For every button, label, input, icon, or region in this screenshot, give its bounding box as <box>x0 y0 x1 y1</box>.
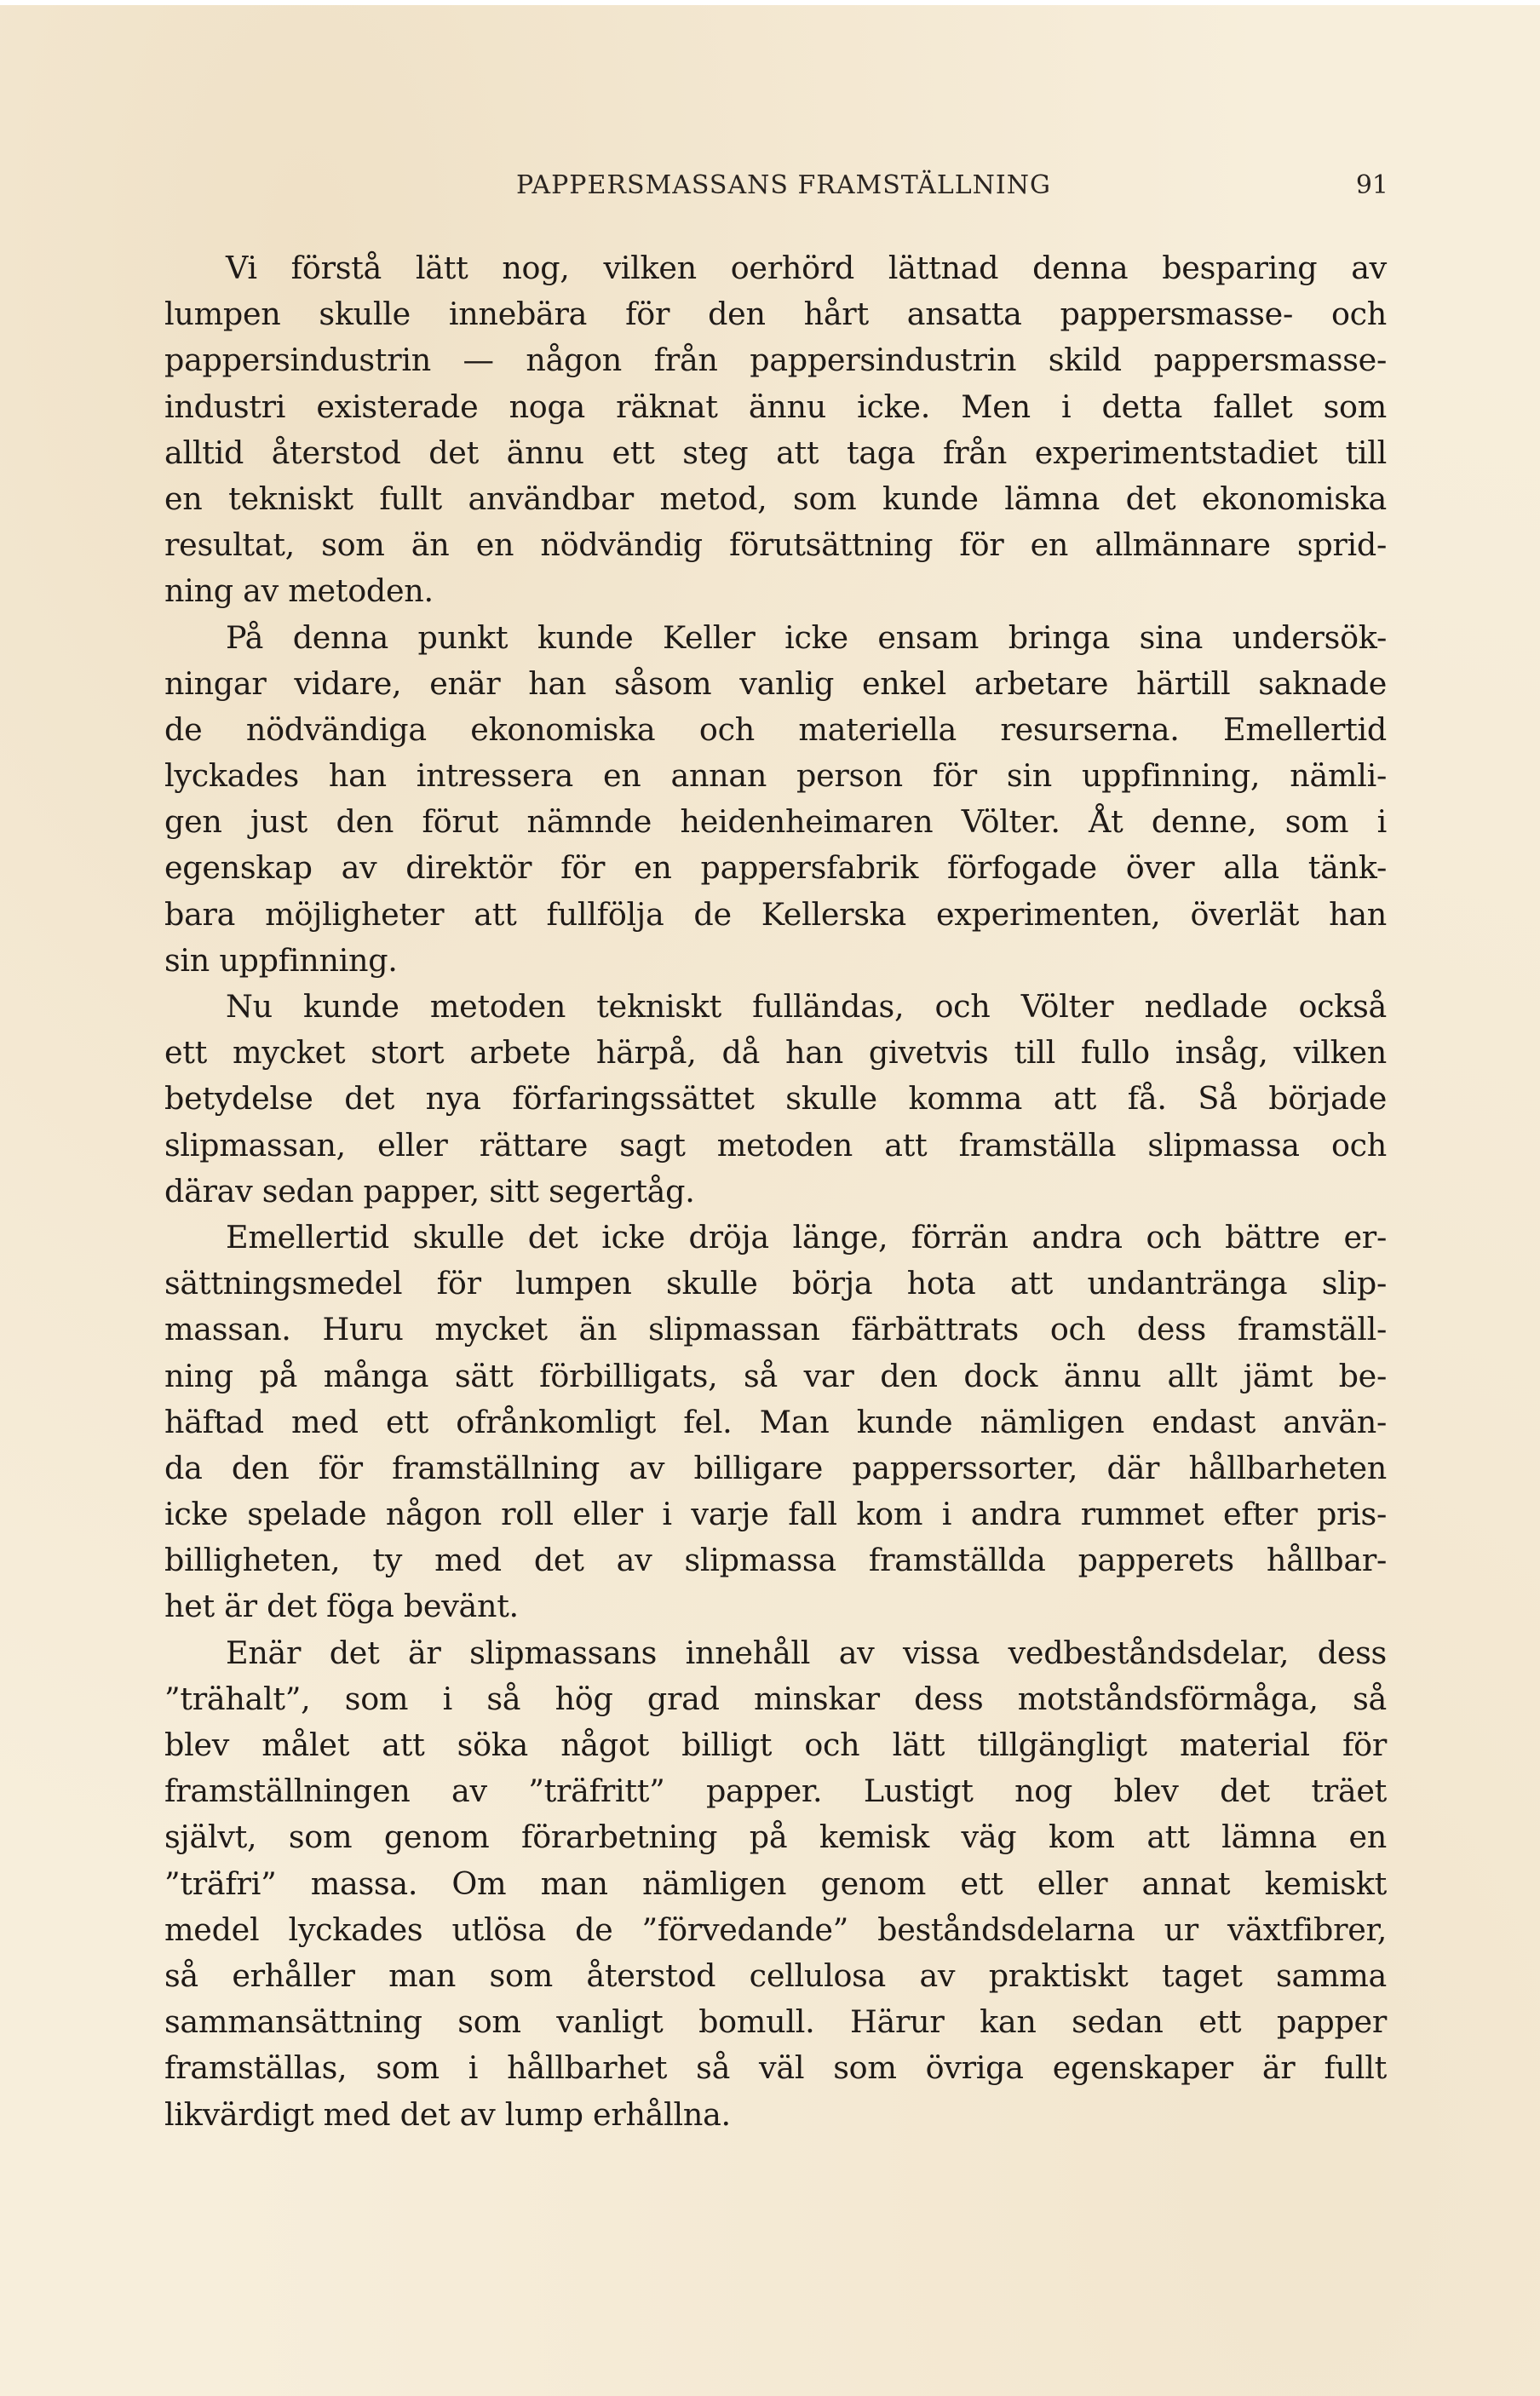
text-line: sättningsmedel för lumpen skulle börja hota att undantränga slip- <box>164 1265 1387 1302</box>
text-line: gen just den förut nämnde heidenheimaren Völter. Åt denne, som i <box>164 803 1387 841</box>
text-line: icke spelade någon roll eller i varje fall kom i andra rummet efter pris- <box>164 1496 1387 1533</box>
text-line: ning av metoden. <box>164 572 434 610</box>
text-line: medel lyckades utlösa de ”förvedande” beståndsdelarna ur växtfibrer, <box>164 1910 1387 1948</box>
text-line: resultat, som än en nödvändig förutsättning för en allmännare sprid- <box>164 526 1387 564</box>
text-line: Enär det är slipmassans innehåll av vissa vedbeståndsdelar, dess <box>226 1634 1387 1671</box>
paragraph <box>164 1215 1387 1630</box>
text-line: så erhåller man som återstod cellulosa av praktiskt taget samma <box>164 1956 1387 1994</box>
text-line: industri existerade noga räknat ännu icke. Men i detta fallet som <box>164 388 1387 425</box>
text-line: framställas, som i hållbarhet så väl som övriga egenskaper är fullt <box>164 2049 1387 2087</box>
page-number: 91 <box>1355 170 1388 200</box>
text-line: Nu kunde metoden tekniskt fulländas, och Völter nedlade också <box>226 988 1387 1025</box>
running-title: PAPPERSMASSANS FRAMSTÄLLNING <box>516 170 1051 200</box>
text-line: Vi förstå lätt nog, vilken oerhörd lättnad denna besparing av <box>226 250 1387 286</box>
text-line: egenskap av direktör för en pappersfabrik förfogade över alla tänk- <box>164 849 1387 887</box>
text-line: en tekniskt fullt användbar metod, som kunde lämna det ekonomiska <box>164 480 1387 517</box>
text-line: betydelse det nya förfaringssättet skulle komma att få. Så började <box>164 1080 1387 1118</box>
paragraph <box>164 245 1387 615</box>
text-line: bara möjligheter att fullfölja de Kellerska experimenten, överlät han <box>164 895 1387 933</box>
running-head <box>162 170 1388 204</box>
text-line: slipmassan, eller rättare sagt metoden att framställa slipmassa och <box>164 1126 1387 1164</box>
text-line: lyckades han intressera en annan person för sin uppfinning, nämli- <box>164 757 1387 795</box>
text-line: billigheten, ty med det av slipmassa framställda papperets hållbar- <box>164 1542 1387 1579</box>
text-line: sammansättning som vanligt bomull. Härur kan sedan ett papper <box>164 2003 1387 2041</box>
scan-top-edge <box>0 0 1540 5</box>
text-line: lumpen skulle innebära för den hårt ansatta pappersmasse- och <box>164 296 1387 333</box>
text-line: de nödvändiga ekonomiska och materiella resurserna. Emellertid <box>164 710 1387 748</box>
text-line: massan. Huru mycket än slipmassan färbättrats och dess framställ- <box>164 1311 1387 1348</box>
text-line: självt, som genom förarbetning på kemisk väg kom att lämna en <box>164 1819 1387 1856</box>
text-line: häftad med ett ofrånkomligt fel. Man kunde nämligen endast använ- <box>164 1403 1387 1440</box>
paragraph <box>164 615 1387 985</box>
paragraph <box>164 984 1387 1215</box>
body-text <box>164 245 1387 2138</box>
text-line: pappersindustrin — någon från pappersindustrin skild pappersmasse- <box>164 342 1387 379</box>
text-line: framställningen av ”träfritt” papper. Lustigt nog blev det träet <box>164 1773 1387 1810</box>
text-line: het är det föga bevänt. <box>164 1588 519 1625</box>
text-line: likvärdigt med det av lump erhållna. <box>164 2095 731 2133</box>
text-line: ningar vidare, enär han såsom vanlig enkel arbetare härtill saknade <box>164 664 1387 702</box>
text-line: sin uppfinning. <box>164 941 398 979</box>
text-line: På denna punkt kunde Keller icke ensam bringa sina undersök- <box>226 618 1387 656</box>
text-line: blev målet att söka något billigt och lätt tillgängligt material för <box>164 1727 1387 1763</box>
text-line: alltid återstod det ännu ett steg att taga från experimentstadiet till <box>164 434 1387 471</box>
text-line: ”trähalt”, som i så hög grad minskar dess motståndsförmåga, så <box>164 1680 1387 1717</box>
text-line: Emellertid skulle det icke dröja länge, förrän andra och bättre er- <box>226 1218 1387 1255</box>
text-line: ett mycket stort arbete härpå, då han givetvis till fullo insåg, vilken <box>164 1034 1387 1072</box>
text-line: ning på många sätt förbilligats, så var den dock ännu allt jämt be- <box>164 1357 1387 1394</box>
text-line: ”träfri” massa. Om man nämligen genom ett eller annat kemiskt <box>164 1865 1387 1902</box>
text-line: därav sedan papper, sitt segertåg. <box>164 1172 695 1209</box>
paragraph <box>164 1630 1387 2138</box>
text-line: da den för framställning av billigare papperssorter, där hållbarheten <box>164 1449 1387 1486</box>
